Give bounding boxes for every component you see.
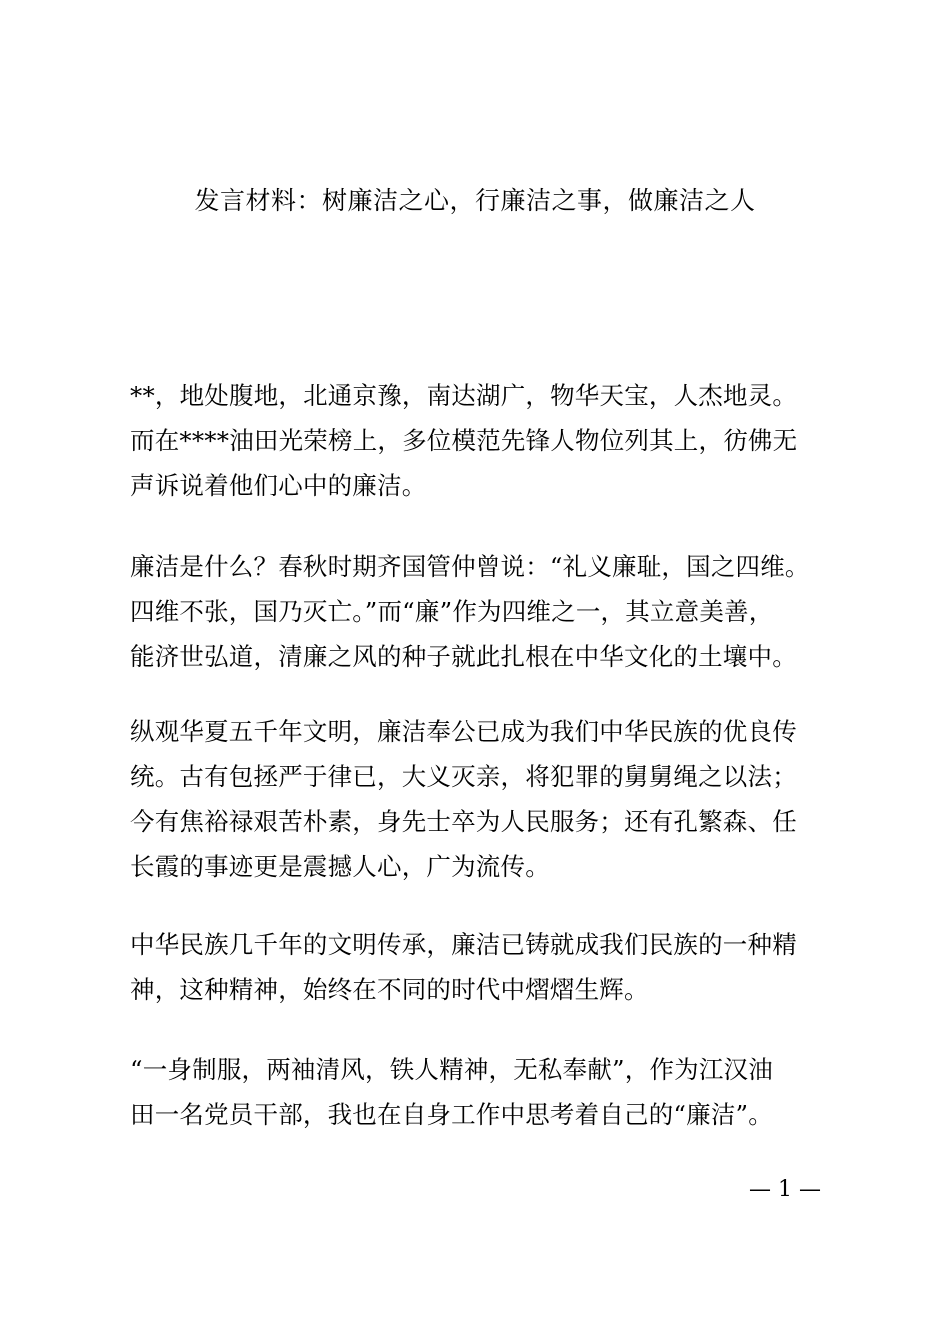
paragraph-line: 纵观华夏五千年文明，廉洁奉公已成为我们中华民族的优良传 <box>130 717 797 746</box>
paragraph-4 <box>130 922 850 1012</box>
paragraph-line: 中华民族几千年的文明传承，廉洁已铸就成我们民族的一种精 <box>130 930 797 959</box>
paragraph-1 <box>130 373 850 508</box>
paragraph-line: 神，这种精神，始终在不同的时代中熠熠生辉。 <box>130 975 649 1004</box>
paragraph-3 <box>130 709 850 889</box>
paragraph-line: **，地处腹地，北通京豫，南达湖广，物华天宝，人杰地灵。 <box>130 381 798 410</box>
paragraph-line: 能济世弘道，清廉之风的种子就此扎根在中华文化的土壤中。 <box>130 642 797 671</box>
paragraph-5 <box>130 1047 850 1137</box>
paragraph-line: 长霞的事迹更是震撼人心，广为流传。 <box>130 852 550 881</box>
paragraph-line: 声诉说着他们心中的廉洁。 <box>130 471 427 500</box>
paragraph-line: 四维不张，国乃灭亡。”而“廉”作为四维之一，其立意美善， <box>130 597 774 626</box>
paragraph-2 <box>130 544 850 679</box>
paragraph-line: “一身制服，两袖清风，铁人精神，无私奉献”，作为江汉油 <box>130 1055 773 1084</box>
paragraph-line: 统。古有包拯严于律已，大义灭亲，将犯罪的舅舅绳之以法； <box>130 762 797 791</box>
document-title: 发言材料：树廉洁之心，行廉洁之事，做廉洁之人 <box>194 186 756 215</box>
paragraph-line: 而在****油田光荣榜上，多位模范先锋人物位列其上，彷佛无 <box>130 426 798 455</box>
page-number: — 1 — <box>749 1177 821 1202</box>
paragraph-line: 廉洁是什么？春秋时期齐国管仲曾说：“礼义廉耻，国之四维。 <box>130 552 810 581</box>
paragraph-line: 田一名党员干部，我也在自身工作中思考着自己的“廉洁”。 <box>130 1100 773 1129</box>
paragraph-line: 今有焦裕禄艰苦朴素，身先士卒为人民服务；还有孔繁森、任 <box>130 807 797 836</box>
